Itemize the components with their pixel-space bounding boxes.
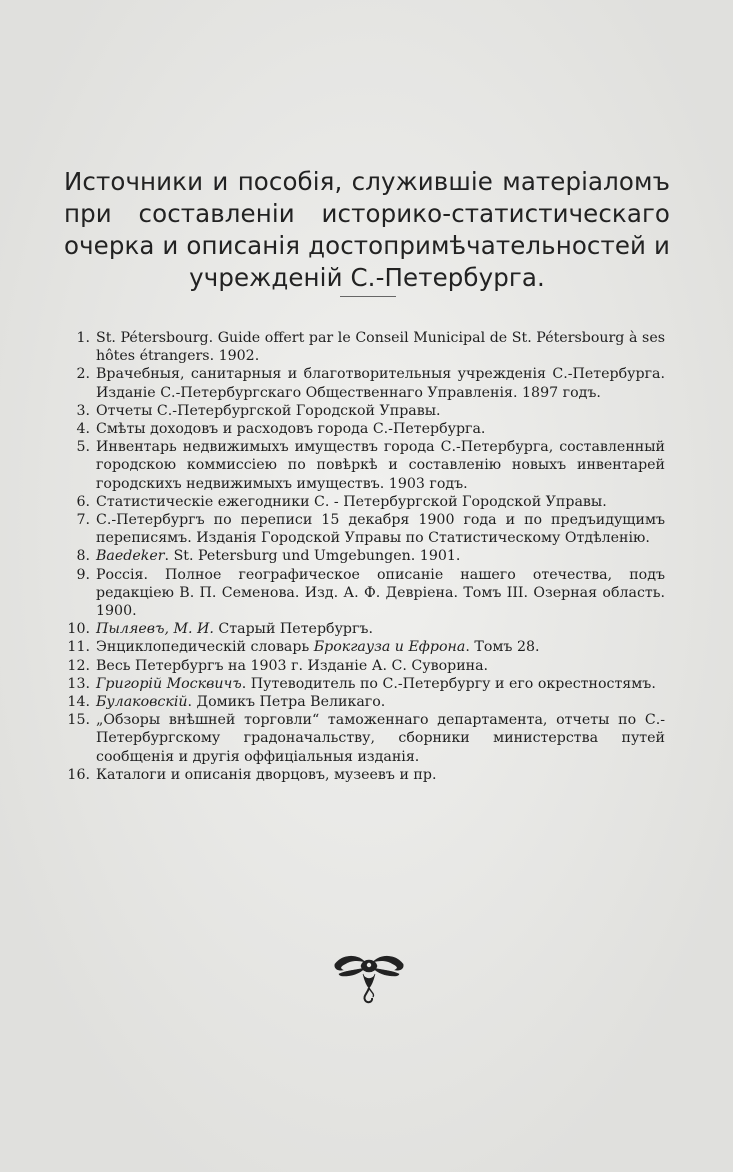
source-text <box>96 766 665 784</box>
source-text <box>96 438 665 493</box>
source-item <box>62 402 665 420</box>
source-text-part: . Путеводитель по С.-Петербургу и его окрестностямъ. <box>241 675 656 692</box>
source-number: 15. <box>67 712 90 729</box>
source-item <box>62 438 665 493</box>
source-text <box>96 638 665 656</box>
source-item <box>62 511 665 547</box>
source-number: 2. <box>76 366 90 383</box>
source-item <box>62 711 665 766</box>
source-text <box>96 420 665 438</box>
source-text-part: Статистическіе ежегодники С. - Петербургской Городской Управы. <box>96 493 607 510</box>
source-text <box>96 402 665 420</box>
source-text <box>96 675 665 693</box>
sources-list <box>62 329 665 784</box>
source-item <box>62 547 665 565</box>
source-author-italic: Baedeker <box>96 548 165 565</box>
source-item <box>62 329 665 365</box>
source-number: 14. <box>67 694 90 711</box>
source-author-italic: Булаковскій <box>96 694 188 711</box>
source-number: 7. <box>76 512 90 529</box>
source-number: 8. <box>76 548 90 565</box>
source-item <box>62 566 665 621</box>
source-author-italic: Пыляевъ, М. И. <box>96 621 214 638</box>
source-item <box>62 638 665 656</box>
source-text-part: Весь Петербургъ на 1903 г. Изданіе А. С. Суворина. <box>96 657 489 674</box>
source-number: 3. <box>76 402 90 419</box>
title-divider <box>340 296 396 297</box>
source-number: 11. <box>67 639 90 656</box>
source-number: 12. <box>67 657 90 674</box>
source-item <box>62 420 665 438</box>
source-number: 10. <box>67 621 90 638</box>
source-text-part: Каталоги и описанія дворцовъ, музеевъ и пр. <box>96 766 437 783</box>
source-text-part: Россія. Полное географическое описаніе нашего отечества, подъ редакціею В. П. Семенова. Изд. А. Ф. Девріена. Томъ III. Озерная область. 1900. <box>96 566 665 620</box>
source-text-part: Энциклопедическій словарь <box>96 639 314 656</box>
source-text-part: St. Pétersbourg. Guide offert par le Conseil Municipal de St. Pétersbourg à ses hôtes étrangers. 1902. <box>96 330 665 365</box>
source-number: 1. <box>76 330 90 346</box>
source-text-part: С.-Петербургъ по переписи 15 декабря 1900 года и по предъидущимъ переписямъ. Изданія Городской Управы по Статистическому Отдѣленію. <box>96 512 665 547</box>
source-text <box>96 657 665 675</box>
source-text <box>96 329 665 365</box>
source-text-part: Смѣты доходовъ и расходовъ города С.-Петербурга. <box>96 421 486 438</box>
source-text-part: „Обзоры внѣшней торговли“ таможеннаго департамента, отчеты по С.-Петербургскому градоначальству, сборники министерства путей сообщенія и другія оффиціальныя изданія. <box>96 712 665 765</box>
source-text <box>96 511 665 547</box>
source-number: 6. <box>76 493 90 510</box>
source-text-part: . Томъ 28. <box>465 639 540 656</box>
source-number: 13. <box>67 675 90 692</box>
source-number: 9. <box>76 566 90 583</box>
source-text-part: Старый Петербургъ. <box>213 621 373 638</box>
source-text-part: Отчеты С.-Петербургской Городской Управы. <box>96 402 441 419</box>
floral-vignette-icon <box>333 944 405 1006</box>
source-text <box>96 620 665 638</box>
source-text <box>96 365 665 401</box>
source-text <box>96 711 665 766</box>
source-text <box>96 566 665 621</box>
source-number: 16. <box>67 766 90 783</box>
source-text-part: Инвентарь недвижимыхъ имуществъ города С.-Петербурга, составленный городскою коммиссіею по повѣркѣ и составленію новыхъ инвентарей городскихъ недвижимыхъ имуществъ. 1903 годъ. <box>96 439 665 492</box>
source-author-italic: Брокгауза и Ефрона <box>313 639 466 656</box>
page-title: Источники и пособія, служившіе матеріаломъ при составленіи историко-статистическаго очерка и описанія достопримѣчательностей и учрежденій С.-Петербурга. <box>64 167 670 292</box>
source-item <box>62 675 665 693</box>
source-item <box>62 365 665 401</box>
source-item <box>62 766 665 784</box>
source-text-part: . St. Petersburg und Umgebungen. 1901. <box>164 548 461 565</box>
source-text-part: Врачебныя, санитарныя и благотворительныя учрежденія С.-Петербурга. Изданіе С.-Петербургскаго Общественнаго Управленія. 1897 годъ. <box>96 366 665 401</box>
source-text-part: . Домикъ Петра Великаго. <box>187 694 386 711</box>
source-author-italic: Григорій Москвичъ <box>96 675 242 692</box>
source-text <box>96 693 665 711</box>
source-number: 4. <box>76 421 90 438</box>
source-text <box>96 493 665 511</box>
source-item <box>62 493 665 511</box>
source-item <box>62 657 665 675</box>
source-number: 5. <box>76 439 90 456</box>
source-text <box>96 547 665 565</box>
source-item <box>62 620 665 638</box>
source-item <box>62 693 665 711</box>
